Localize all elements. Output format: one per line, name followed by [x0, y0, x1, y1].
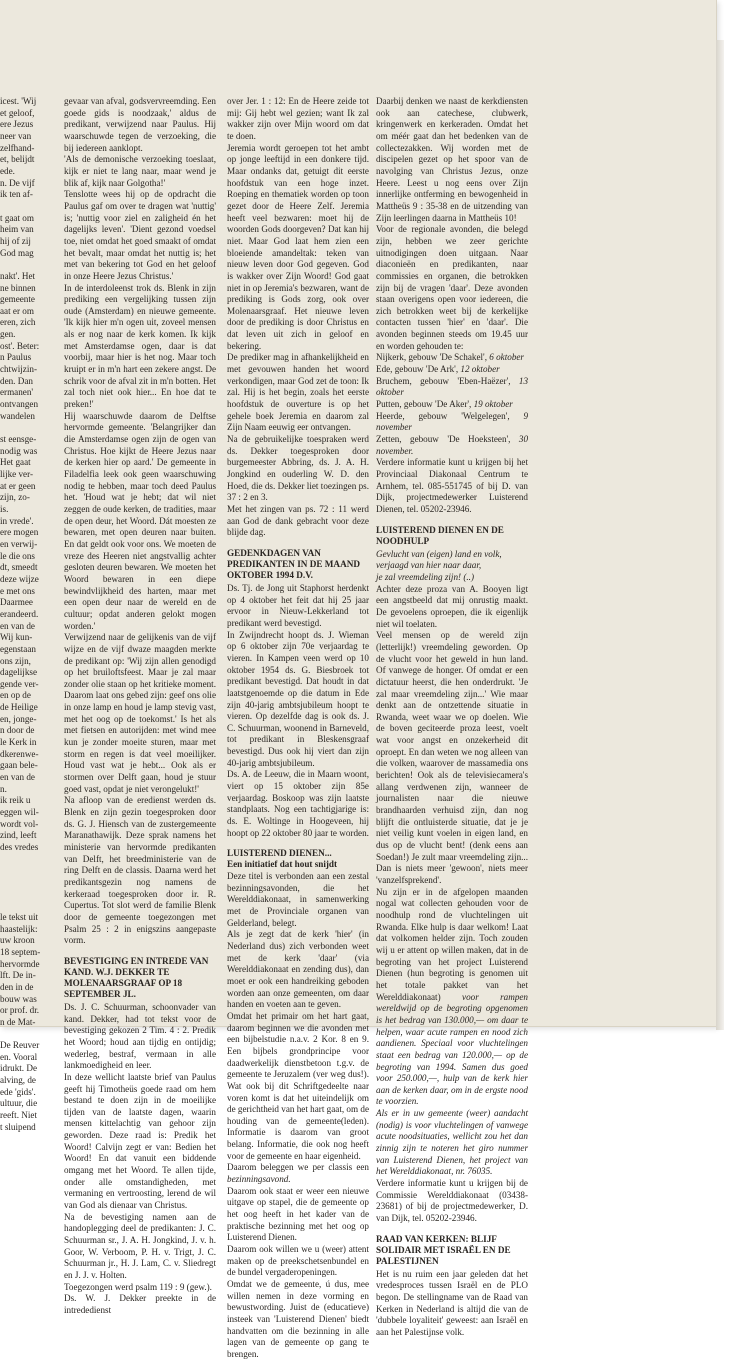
margin-text-line: n door de	[0, 725, 35, 736]
margin-text-line: Daarmee	[0, 597, 33, 608]
margin-text-line: zind, leeft	[0, 830, 37, 841]
margin-text-line: zijn, zo-	[0, 492, 30, 503]
margin-text-line: en van de	[0, 772, 35, 783]
margin-text-line: heim van	[0, 224, 34, 235]
margin-text-line: wandelen	[0, 410, 35, 421]
paragraph-text: Nu zijn er in de afgelopen maanden nogal wat collecten gehouden voor de noodhulp rond de vluchtelingen uit Rwanda. Elke hulp is daar welkom! Laat dat volkomen helder zijn. Toch zouden wij u er attent op willen maken, dat in de begroting van het project Luisterend Dienen (hun begroting is genomen uit het totale pakket van het Werelddiakonaat)	[376, 886, 528, 1002]
margin-text-line: neer van	[0, 130, 32, 141]
paragraph: over Jer. 1 : 12: En de Heere zeide tot mij: Gij hebt wel gezien; want Ik zal wakker zijn over Mijn woord om dat te doen.	[227, 96, 369, 141]
margin-text-line	[0, 201, 56, 213]
schedule-item	[376, 376, 528, 399]
article-heading: LUISTEREND DIENEN EN DE NOODHULP	[376, 524, 504, 546]
margin-text-line: God mag	[0, 247, 34, 258]
schedule-date: 19 oktober	[473, 399, 513, 410]
margin-text-line: hij of zij	[0, 235, 31, 246]
margin-text-line: at er geen	[0, 480, 36, 491]
margin-text-line: en op de	[0, 690, 31, 701]
margin-text-line: alving, de	[0, 1075, 36, 1086]
paragraph: In Zwijndrecht hoopt ds. J. Wieman op 6 oktober zijn 70e verjaardag te vieren. In Kampen veen werd op 10 oktober 1954 ds. G. Biesbroek tot predikant bevestigd. Dat houdt in dat laatstgenoemde op die datum in Ede zijn 40-jarig ambtsjubileum hoopt te vieren. Op dezelfde dag is ook ds. J. C. Schuurman, woonend in Barneveld, tot predikant in Bleskensgraaf bevestigd. Dus ook hij viert dan zijn 40-jarig ambtsjubileum.	[227, 629, 369, 768]
article-column-2	[227, 96, 369, 1359]
paragraph: Daarom ook staat er weer een nieuwe uitgave op stapel, die de gemeente op het oog heeft in het kader van de praktische bezinning met het oog op Luisterend Dienen.	[227, 1185, 369, 1243]
margin-text-line	[0, 900, 56, 912]
margin-text-line: bouw was	[0, 993, 37, 1004]
margin-text-line: icest. 'Wij	[0, 96, 37, 106]
paragraph: De prediker mag in afhankelijkheid en met gevouwen handen het woord verkondigen, maar God zet de toon: Ik zal. Hij is het begin, zoals het eerste hoofdstuk de ouverture is op het gehele boek Jeremia en daarom zal Zijn Naam eeuwig eer ontvangen.	[227, 352, 369, 433]
margin-text-line: Wij kun-	[0, 632, 33, 643]
paragraph: Deze titel is verbonden aan een zestal bezinningsavonden, die het Werelddiakonaat, in samenwerking met de Provinciale organen van Gelderland, belegt.	[227, 871, 369, 928]
margin-text-line: is.	[0, 503, 9, 514]
margin-text-line: den. Dan	[0, 375, 33, 386]
paragraph: Als er in uw gemeente (weer) aandacht (nodig) is voor vluchtelingen of vanwege acute noodsituaties, wellicht zou het dan zinnig zijn te noteren het giro nummer van Luisterend Dienen, het project van het Werelddiakonaat, nr. 76035.	[376, 1108, 528, 1177]
margin-text-line: uw kroon	[0, 935, 35, 946]
margin-text-line: gemeente	[0, 294, 35, 305]
margin-text-line: ede.	[0, 165, 15, 176]
margin-text-line: en verwij-	[0, 538, 38, 549]
paragraph-italic: voor rampen wereldwijd op de begroting opgenomen is het bedrag van 130.000,— om daar te helpen, waar acute rampen en nood zich aandienen. Speciaal voor vluchtelingen staat een bedrag van 120.000,— op de begroting van 1994. Samen dus goed voor 250.000,—, hulp van de kerk hier aan de kerken daar, om in de ergste nood te voorzien.	[376, 991, 528, 1107]
poem-line: Gevlucht van (eigen) land en volk,	[376, 548, 502, 559]
paragraph-text: Daarom beleggen we per classis een	[227, 1162, 369, 1173]
paragraph: Verdere informatie kunt u krijgen bij de Commissie Werelddiakonaat (03438-23681) of bij de projectmedewerker, D. van Dijk, tel. 05202-23946.	[376, 1178, 528, 1224]
margin-text-line: in vrede'.	[0, 515, 34, 526]
paragraph	[376, 887, 528, 1108]
margin-text-line: ede 'gids'.	[0, 1086, 36, 1097]
paragraph: Verwijzend naar de gelijkenis van de vijf wijze en de vijf dwaze maagden merkte de predikant op: 'Wij zijn allen genodigd op het bruiloftsfeest. Maar je zal maar zonder olie staan op het kritieke moment. Daarom laat ons gebed zijn: geef ons olie in onze lamp en houd je lamp stevig vast, met het oog op de toekomst.' Is het als met fietsen en autorijden: met wind mee kun je zonder moeite sturen, maar met storm en regen is dat veel moeilijker. Houd vast wat je hebt... Ook als er stormen over Delft gaan, houd je stuur goed vast, opdat je niet verongelukt!'	[64, 632, 216, 794]
margin-text-line: en van de	[0, 620, 35, 631]
schedule-place: Putten, gebouw 'De Aker',	[376, 399, 474, 410]
paragraph-italic: bezinningsavond.	[227, 1174, 291, 1185]
article-subheading: Een initiatief dat hout snijdt	[227, 859, 338, 870]
margin-text-line: t sluipend	[0, 1121, 36, 1132]
paragraph: In deze wellicht laatste brief van Paulus geeft hij Timotheüs goede raad om hem bestand te doen zijn in de moeilijke tijden van de laatste dagen, waarin mensen kittelachtig van gehoor zijn geworden. Deze raad is: Predik het Woord! Calvijn zegt er van: Bedien het Woord! En dat vanuit een biddende omgang met het Woord. Te allen tijde, onder alle omstandigheden, met vermaning en vertroosting, lerend de wil van God als dienaar van Christus.	[64, 1071, 216, 1211]
paragraph: Daarom ook willen we u (weer) attent maken op de preekschetsenbundel en de bundel vergaderopeningen.	[227, 1244, 369, 1278]
paragraph: Ds. J. C. Schuurman, schoonvader van kand. Dekker, had tot tekst voor de bevestiging gekozen 2 Tim. 4 : 2. Predik het Woord; houd aan tijdig en ontijdig; wederleg, bestraf, vermaan in alle lankmoedigheid en leer.	[64, 1001, 216, 1071]
margin-text-line: st eensge-	[0, 434, 37, 445]
paragraph: Na de bevestiging namen aan de handoplegging deel de predikanten: J. C. Schuurman sr., J. A. H. Jongkind, J. v. h. Goor, W. Verboom, P. H. v. Trigt, J. C. Schuurman jr., H. J. Lam, C. v. Sliedregt en J. J. v. Holten.	[64, 1211, 216, 1280]
paragraph: 'Als de demonische verzoeking toeslaat, kijk er niet te lang naar, maar wend je blik af, kijk naar Golgotha!'	[64, 154, 216, 188]
margin-text-line: dkerenwe-	[0, 748, 39, 759]
margin-text-line	[0, 422, 56, 434]
meeting-schedule	[376, 352, 528, 457]
margin-text-line: gende ver-	[0, 678, 39, 689]
margin-text-line: erandeerd.	[0, 608, 39, 619]
schedule-place: Bruchem, gebouw 'Eben-Haëzer',	[376, 375, 519, 386]
margin-text-line: zelfhand-	[0, 142, 35, 153]
margin-text-line: ere mogen	[0, 527, 39, 538]
margin-text-line	[0, 1029, 56, 1041]
paragraph: Verdere informatie kunt u krijgen bij het Provinciaal Diakonaal Centrum te Arnhem, tel. 085-551745 of bij D. van Dijk, projectmedewerker Luisterend Dienen, tel. 05202-23946.	[376, 457, 528, 514]
paragraph: Jeremia wordt geroepen tot het ambt op jonge leeftijd in een donkere tijd. Maar ondanks dat, getuigt dit eerste hoofdstuk van een hoge inzet. Roeping en thematiek worden op toon gezet door de Heere Zelf. Jeremia heeft veel bezwaren: moet hij de woorden Gods doorgeven? Dat kan hij niet. Maar God laat hem zien een bloeiende amandeltak: teken van nieuw leven door God gegeven. God is wakker over Zijn Woord! God gaat niet in op Jeremia's bezwaren, want de prediking is Gods zorg, ook over Molenaarsgraaf. Het nieuwe leven door de prediking is door Christus en dat leven uit zich in geloof en bekering.	[227, 142, 369, 351]
margin-text-line	[0, 889, 56, 901]
schedule-date: 12 oktober	[460, 364, 500, 375]
paragraph: Omdat we de gemeente, ú dus, mee willen nemen in deze vorming en bewustwording. Juist de (educatieve) insteek van 'Luisterend Dienen' biedt handvatten om die bezinning in alle lagen van de gemeente op gang te brengen.	[227, 1279, 369, 1359]
article-heading: GEDENKDAGEN VAN PREDIKANTEN IN DE MAAND OKTOBER 1994 D.V.	[227, 547, 360, 580]
schedule-place: Nijkerk, gebouw 'De Schakel',	[376, 352, 490, 363]
paragraph: Tenslotte wees hij op de opdracht die Paulus gaf om over te dragen wat 'nuttig' is; 'nuttig voor ziel en zaligheid én het dagelijks leven'. 'Dient gezond voedsel toe, niet omdat het goed smaakt of omdat het bevalt, maar omdat het nuttig is; het met van bekering tot God en het geloof in onze Heere Jezus Christus.'	[64, 189, 216, 281]
margin-text-line: gen.	[0, 329, 16, 340]
schedule-item	[376, 411, 528, 434]
margin-text-line: gaan bele-	[0, 760, 38, 771]
margin-text-line: egenstaan	[0, 643, 36, 654]
margin-text-line: eggen wil-	[0, 807, 39, 818]
paragraph: Na de gebruikelijke toespraken werd ds. Dekker toegesproken door burgemeester Abbring, ds. J. A. H. Jongkind en ouderling W. D. den Hoed, die ds. Dekker liet toezingen ps. 37 : 2 en 3.	[227, 434, 369, 503]
schedule-item	[376, 434, 528, 457]
margin-text-line: ermanen'	[0, 387, 34, 398]
margin-text-line: Het gaat	[0, 457, 31, 468]
paragraph	[227, 1162, 369, 1185]
paragraph: Het is nu ruim een jaar geleden dat het vredesproces tussen Israël en de PLO begon. De stellingname van de Raad van Kerken in Nederland is altijd die van de 'dubbele loyaliteit' geweest: aan Israël en aan het Palestijnse volk.	[376, 1268, 528, 1337]
paragraph: Achter deze proza van A. Booyen ligt een angstbeeld dat mij onrustig maakt. De gevoelens oproepen, die ik eigenlijk niet wil toelaten.	[376, 583, 528, 629]
left-margin-column	[0, 96, 56, 1132]
paragraph: Als je zegt dat de kerk 'hier' (in Nederland dus) zich verbonden weet met de kerk 'daar' (via Werelddiakonaat en zending dus), dan moet er ook een handreiking geboden worden aan onze gemeenten, om daar handen en voeten aan te geven.	[227, 929, 369, 1010]
article-column-1	[64, 96, 216, 1315]
poem-line: verjaagd van hier naar daar,	[376, 560, 482, 571]
article-heading: BEVESTIGING EN INTREDE VAN KAND. W.J. DEKKER TE MOLENAARSGRAAF OP 18 SEPTEMBER JL.	[64, 955, 209, 999]
margin-text-line: nakt'. Het	[0, 270, 36, 281]
margin-text-line: den in de	[0, 981, 34, 992]
margin-text-line	[0, 259, 56, 271]
margin-text-line: or prof. dr.	[0, 1005, 40, 1016]
margin-text-line: et geloof,	[0, 107, 35, 118]
margin-text-line: le die ons	[0, 550, 35, 561]
margin-text-line	[0, 877, 56, 889]
paragraph: Ds. Tj. de Jong uit Staphorst herdenkt op 4 oktober het feit dat hij 25 jaar ervoor in Nieuw-Lekkerland tot predikant werd bevestigd.	[227, 582, 369, 628]
paragraph: In de interdoleenst trok ds. Blenk in zijn prediking een vergelijking tussen zijn oude (Amsterdam) en nieuwe gemeente. 'Ik kijk hier m'n ogen uit, zoveel mensen als er nog naar de kerk komen. Ik kijk met Amsterdamse ogen, daar is dat voorbij, maar hier is het nog. Maar toch kruipt er in m'n hart een zekere angst. De schrik voor de afval zit in m'n botten. Het zal toch niet ook hier... En hoe dat te preken!'	[64, 282, 216, 410]
schedule-place: Heerde, gebouw 'Welgelegen',	[376, 410, 524, 421]
paragraph: Veel mensen op de wereld zijn (letterlijk!) vreemdeling geworden. Op de vlucht voor het geweld in hun land. Of vanwege de honger. Of omdat er een dictatuur heerst, die hen onderdrukt. 'Je zal maar vreemdeling zijn...' Wie maar denkt aan de ontzettende situatie in Rwanda, weet waar we op doelen. Wie de boven geciteerde proza leest, voelt wat voor angst en onzekerheid dit oproept. En dan weten we nog alleen van die volken, waarover de massamedia ons berichten! Ook als de televisiecamera's allang verdwenen zijn, wanneer de journalisten naar die nieuwe brandhaarden verhuisd zijn, dan nog blijft die ontluisterde situatie, dat je je niet veilig kunt voelen in eigen land, en dus op de vlucht bent! (denk eens aan Soedan!) Je zult maar vreemdeling zijn... Dan is niets meer 'gewoon', niets meer 'vanzelfsprekend'.	[376, 630, 528, 885]
margin-text-line: ultuur, die	[0, 1098, 38, 1109]
margin-text-line: deze wijze	[0, 573, 39, 584]
paragraph: Ds. W. J. Dekker preekte in de intrededienst	[64, 1293, 216, 1315]
margin-text-line: ere Jezus	[0, 119, 34, 130]
margin-text-line: n de Mat-	[0, 1016, 36, 1027]
margin-text-line: aat er om	[0, 305, 34, 316]
paragraph: Hij waarschuwde daarom de Delftse hervormde gemeente. 'Belangrijker dan die Amsterdamse ogen zijn de ogen van Christus. Hoe kijkt de Heere Jezus naar de kerken hier op aard.' De gemeente in Filadelfia leek ook geen waarschuwing nodig te hebben, maar toch deed Paulus het. 'Houd wat je hebt; dat wil niet zeggen de oude kerken, de tradities, maar de open deur, het Woord. Dát moesten ze bewaren, met open deuren naar buiten. En dat geldt ook voor ons. We moeten de vreze des Heeren niet angstvallig achter gesloten deuren bewaren. We moeten het Woord bewaren in een diepe bewindvlijkheid des harten, maar met een open deur naar de wereld en de cultuur; opdat anderen gelokt mogen worden.'	[64, 410, 216, 631]
margin-text-line: n. De vijf	[0, 177, 35, 188]
article-heading: LUISTEREND DIENEN...	[227, 848, 332, 859]
paragraph: Ds. A. de Leeuw, die in Maarn woont, viert op 15 oktober zijn 85e verjaardag. Boskoop was zijn laatste standplaats. Nog een tachtigjarige is: ds. E. Woltinge in Hoogeveen, hij hoopt op 22 oktober 80 jaar te worden.	[227, 769, 369, 838]
page-edge-shadow	[716, 40, 724, 1030]
article-column-3	[376, 96, 528, 1337]
margin-text-line	[0, 865, 56, 877]
margin-text-line	[0, 854, 56, 866]
margin-text-line: e met ons	[0, 585, 35, 596]
margin-text-line: t gaat om	[0, 212, 34, 223]
schedule-date: 9 november	[376, 410, 528, 433]
margin-text-line: le Kerk in	[0, 737, 37, 748]
margin-text-line: De Reuver	[0, 1040, 40, 1051]
schedule-item	[376, 399, 528, 411]
margin-text-line: dt, smeedt	[0, 562, 38, 573]
margin-text-line: wordt vol-	[0, 818, 39, 829]
schedule-date: 30 november.	[376, 434, 528, 456]
paragraph: Omdat het primair om het hart gaat, daarom beginnen we die avonden met een bijbelstudie n.a.v. 2 Kor. 8 en 9. Een bijbels grondprincipe voor daadwerkelijk dienstbetoon t.g.v. de gemeente te Jeruzalem (ver weg dus!). Wat ook bij dit Schriftgedeelte naar voren komt is dat het uiteindelijk om de gerichtheid van het hart gaat, om de houding van de gemeente(leden). Informatie is daarom van groot belang. Informatie, die ook nog heeft voor de gemeente en haar eigenheid.	[227, 1010, 369, 1161]
margin-text-line: ne binnen	[0, 282, 36, 293]
paragraph: gevaar van afval, godsvervreemding. Een goede gids is noodzaak,' aldus de predikant, verwijzend naar Paulus. Hij waarschuwde tegen de verzoeking, die bij iedereen aanklopt.	[64, 96, 216, 153]
margin-text-line: ons zijn,	[0, 655, 31, 666]
margin-text-line: ost'. Beter:	[0, 340, 40, 351]
paragraph: Daarbij denken we naast de kerkdiensten ook aan catechese, clubwerk, kringenwerk en kerkeraden. Omdat het om méér gaat dan het bedenken van de collectezakken. Wij worden met de discipelen gezet op het spoor van de navolging van Christus Jezus, onze Heere. Leest u nog eens over Zijn innerlijke ontferming en bewogenheid in Mattheüs 9 : 35-38 en de uitzending van Zijn leerlingen daarna in Mattheüs 10!	[376, 96, 528, 223]
poem-line: je zal vreemdeling zijn! (..)	[376, 571, 474, 582]
margin-text-line: des vredes	[0, 842, 39, 852]
schedule-place: Zetten, gebouw 'De Hoeksteen',	[376, 434, 519, 445]
margin-text-line: eren, zich	[0, 317, 36, 328]
margin-text-line: haastelijk:	[0, 923, 38, 934]
margin-text-line: de Heilige	[0, 702, 38, 713]
schedule-item	[376, 352, 528, 364]
margin-text-line: et, belijdt	[0, 154, 35, 165]
margin-text-line: nodig was	[0, 445, 38, 456]
margin-text-line: lft. De in-	[0, 970, 36, 981]
paragraph: Voor de regionale avonden, die belegd zijn, hebben we zeer gerichte uitnodigingen doen uitgaan. Naar diaconieën en predikanten, naar commissies en organen, die betrokken zijn bij de vragen 'daar'. Deze avonden staan overigens open voor iedereen, die zich betrokken weet bij de kerkelijke contacten tussen 'hier' en 'daar'. Die avonden beginnen steeds om 19.45 uur en worden gehouden te:	[376, 224, 528, 351]
margin-text-line: en, jonge-	[0, 713, 37, 724]
paragraph: Na afloop van de eredienst werden ds. Blenk en zijn gezin toegesproken door ds. G. J. Hiensch van de zustergemeente Maranathawijk. Deze sprak namens het ministerie van hervormde predikanten van Delft, het breedministerie van de ring Delft en de classis. Daarna werd het predikantsgezin nog namens de kerkeraad toegesproken door ir. R. Cupertus. Tot slot werd de familie Blenk door de gemeente toegezongen met Psalm 25 : 2 in enigszins aangepaste vorm.	[64, 795, 216, 946]
margin-text-line: 18 septem-	[0, 946, 41, 957]
article-heading: RAAD VAN KERKEN: BLIJF SOLIDAIR MET ISRAËL EN DE PALESTIJNEN	[376, 1233, 511, 1266]
margin-text-line: idrukt. De	[0, 1063, 37, 1074]
margin-text-line: reeft. Niet	[0, 1110, 37, 1121]
margin-text-line: en. Vooral	[0, 1051, 38, 1062]
schedule-date: 13 oktober	[376, 375, 528, 398]
margin-text-line: chtwijzin-	[0, 364, 37, 375]
margin-text-line: lijke ver-	[0, 469, 34, 479]
margin-text-line: hervormde	[0, 958, 40, 969]
margin-text-line: n.	[0, 783, 7, 794]
schedule-place: Ede, gebouw 'De Ark',	[376, 364, 461, 375]
schedule-date: 6 oktober	[489, 352, 524, 363]
margin-text-line: ik reik u	[0, 795, 31, 806]
margin-text-line: dagelijkse	[0, 667, 37, 678]
paragraph: Met het zingen van ps. 72 : 11 werd aan God de dank gebracht voor deze blijde dag.	[227, 503, 369, 538]
margin-text-line: n Paulus	[0, 352, 32, 363]
margin-text-line: le tekst uit	[0, 911, 39, 922]
margin-text-line: ik ten af-	[0, 189, 33, 200]
schedule-item	[376, 364, 528, 376]
margin-text-line: ontvangen	[0, 399, 39, 410]
paragraph: Toegezongen werd psalm 119 : 9 (gew.).	[64, 1281, 212, 1292]
